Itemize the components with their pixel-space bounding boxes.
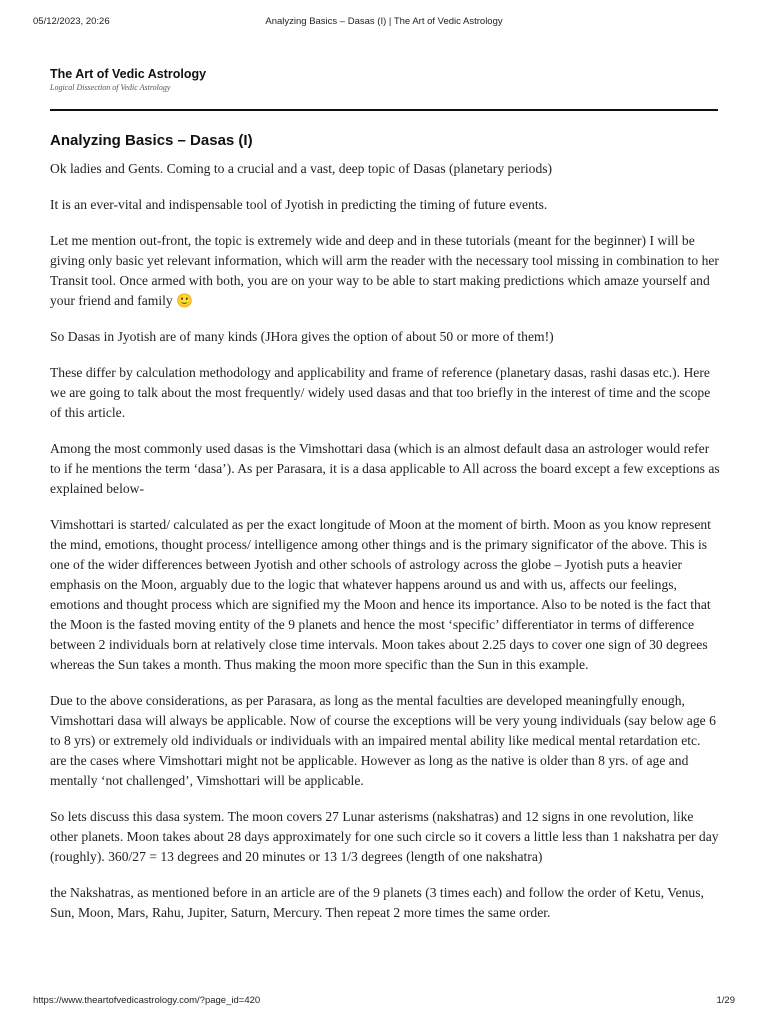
post-paragraph: So Dasas in Jyotish are of many kinds (JHora gives the option of about 50 or more of them!) [50, 329, 554, 344]
post-paragraph: It is an ever-vital and indispensable tool of Jyotish in predicting the timing of future events. [50, 197, 548, 212]
post-title: Analyzing Basics – Dasas (I) [50, 132, 253, 149]
site-tagline: Logical Dissection of Vedic Astrology [50, 83, 171, 92]
post-paragraph: Let me mention out-front, the topic is extremely wide and deep and in these tutorials (meant for the beginner) I will be giving only basic yet relevant information, which will arm the reader with the necessary tool missing in combination to her Transit tool. Once armed with both, you are on your way to be able to start making predictions which amaze yourself and your friend and family 🙂 [50, 233, 719, 308]
post-paragraph: Due to the above considerations, as per Parasara, as long as the mental faculties are developed meaningfully enough, Vimshottari dasa will always be applicable. Now of course the exceptions will be very young individuals (say below age 6 to 8 yrs) or extremely old individuals or individuals with an impaired mental ability like medical mental retardation etc. are the cases where Vimshottari might not be applicable. However as long as the native is older than 8 yrs. of age and mentally ‘not challenged’, Vimshottari will be applicable. [50, 693, 716, 788]
print-footer [33, 995, 735, 1009]
header-divider [50, 109, 718, 111]
site-header [50, 67, 718, 93]
print-page-title: Analyzing Basics – Dasas (I) | The Art of Vedic Astrology [265, 16, 503, 27]
post-paragraph: Ok ladies and Gents. Coming to a crucial and a vast, deep topic of Dasas (planetary periods) [50, 161, 553, 176]
print-page-number: 1/29 [716, 995, 735, 1006]
post-article [50, 131, 720, 939]
post-paragraph: These differ by calculation methodology and applicability and frame of reference (planetary dasas, rashi dasas etc.). Here we are going to talk about the most frequently/ widely used dasas and that too briefly in the interest of time and the scope of this article. [50, 365, 711, 420]
post-paragraph: Vimshottari is started/ calculated as per the exact longitude of Moon at the moment of birth. Moon as you know represent the mind, emotions, thought process/ intelligence among other things and is the primary significator of the above. This is one of the wider differences between Jyotish and other schools of astrology across the globe – Jyotish puts a heavier emphasis on the Moon, arguably due to the logic that whatever happens around us and with us, affects our feelings, emotions and thought process which are signified my the Moon and hence its importance. Also to be noted is the fact that the Moon is the fasted moving entity of the 9 planets and hence the most ‘specific’ differentiator in terms of difference between 2 individuals born at relatively close time intervals. Moon takes about 2.25 days to cover one sign of 30 degrees whereas the Sun takes a month. Thus making the moon more specific than the Sun in this example. [50, 517, 711, 672]
post-paragraph: So lets discuss this dasa system. The moon covers 27 Lunar asterisms (nakshatras) and 12 signs in one revolution, like other planets. Moon takes about 28 days approximately for one such circle so it covers a little less than 1 nakshatra per day (roughly). 360/27 = 13 degrees and 20 minutes or 13 1/3 degrees (length of one nakshatra) [50, 809, 719, 864]
print-header [33, 16, 735, 30]
print-date: 05/12/2023, 20:26 [33, 16, 110, 27]
site-title-link[interactable]: The Art of Vedic Astrology [50, 67, 207, 81]
post-paragraph: the Nakshatras, as mentioned before in an article are of the 9 planets (3 times each) and follow the order of Ketu, Venus, Sun, Moon, Mars, Rahu, Jupiter, Saturn, Mercury. Then repeat 2 more times the same order. [50, 885, 704, 920]
print-url: https://www.theartofvedicastrology.com/?page_id=420 [33, 995, 261, 1006]
post-paragraph: Among the most commonly used dasas is the Vimshottari dasa (which is an almost default dasa an astrologer would refer to if he mentions the term ‘dasa’). As per Parasara, it is a dasa applicable to All across the board except a few exceptions as explained below- [50, 441, 720, 496]
